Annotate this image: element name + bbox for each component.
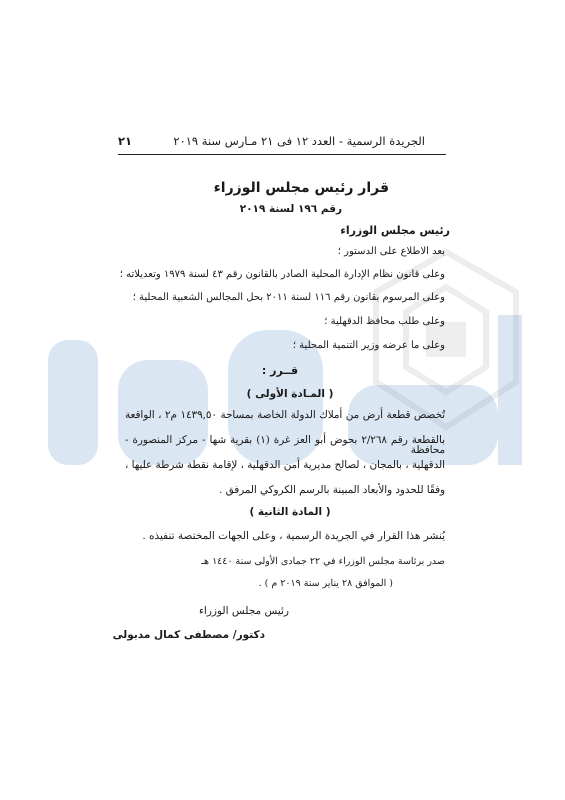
recital-5: وعلى ما عرضه وزير التنمية المحلية ؛ [292, 340, 445, 351]
signatory-title: رئيس مجلس الوزراء [198, 605, 289, 617]
page-number: ٢١ [118, 134, 133, 148]
header-title: الجريدة الرسمية - العدد ١٢ فى ٢١ مـارس سنة ٢٠١٩ [173, 134, 425, 148]
recital-1: بعد الاطلاع على الدستور ؛ [337, 246, 445, 257]
article-1-line: الدقهلية ، بالمجان ، لصالح مديرية أمن الدقهلية ، لإقامة نقطة شرطة عليها ، [125, 459, 445, 471]
article-1-line: بالقطعة رقم ٢/٢٦٨ بحوض أبو العز غرة (١) بقرية شها - مركز المنصورة - محافظة [125, 434, 445, 457]
signatory-name: دكتور/ مصطفى كمال مدبولى [112, 629, 265, 641]
decree-number: رقم ١٩٦ لسنة ٢٠١٩ [239, 203, 342, 215]
decided-label: قــرر : [261, 364, 299, 377]
article-2-body: يُنشر هذا القرار في الجريدة الرسمية ، وعلى الجهات المختصة تنفيذه . [142, 530, 445, 542]
recital-2: وعلى قانون نظام الإدارة المحلية الصادر بالقانون رقم ٤٣ لسنة ١٩٧٩ وتعديلاته ؛ [119, 269, 445, 280]
header-rule [118, 154, 446, 155]
decree-title: قرار رئيس مجلس الوزراء [213, 180, 389, 196]
issued-line-1: صدر برئاسة مجلس الوزراء في ٢٢ جمادى الأولى سنة ١٤٤٠ هـ [201, 556, 445, 567]
recital-4: وعلى طلب محافظ الدقهلية ؛ [324, 316, 445, 327]
recital-3: وعلى المرسوم بقانون رقم ١١٦ لسنة ٢٠١١ بحل المجالس الشعبية المحلية ؛ [132, 292, 445, 303]
article-2-heading: ( المادة الثانية ) [249, 506, 331, 518]
running-header [118, 134, 425, 154]
issued-line-2: ( الموافق ٢٨ يناير سنة ٢٠١٩ م ) . [258, 578, 393, 589]
article-1-line: تُخصص قطعة أرض من أملاك الدولة الخاصة بمساحة ١٤٣٩,٥٠ م٢ ، الواقعة [125, 409, 445, 421]
article-1-line: وفقًا للحدود والأبعاد المبينة بالرسم الكروكي المرفق . [219, 484, 445, 496]
article-1-heading: ( المـادة الأولى ) [246, 388, 334, 400]
issuer-heading: رئيس مجلس الوزراء [340, 224, 450, 237]
article-1-body [125, 410, 445, 495]
